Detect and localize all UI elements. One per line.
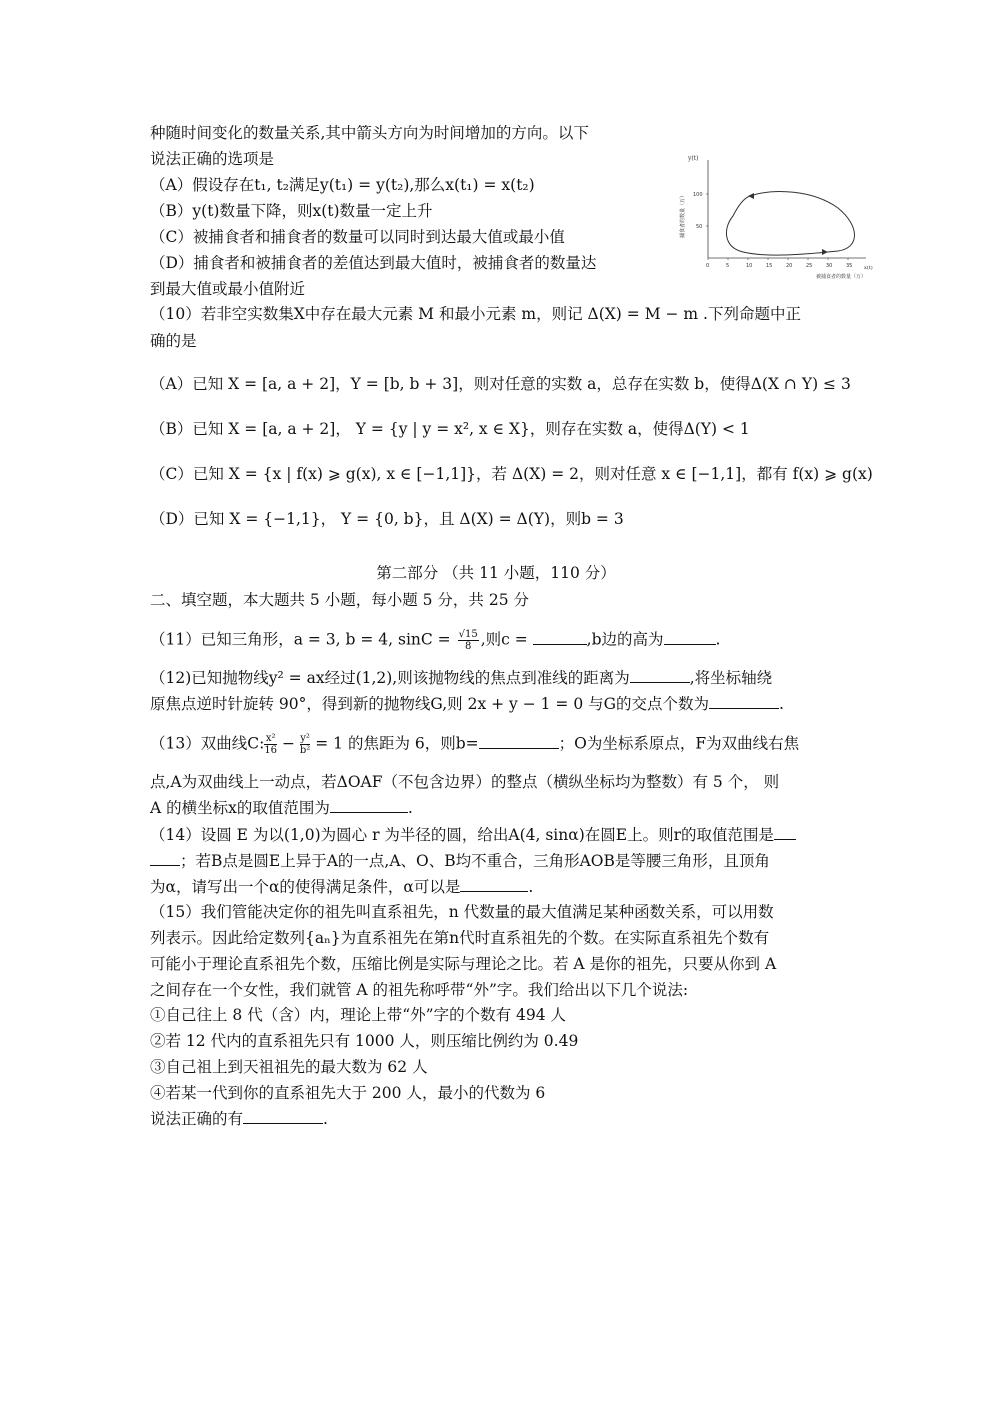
- q14-blank-r-part1[interactable]: [774, 825, 796, 840]
- q13-line-1: （13）双曲线C: $\frac{\text{x²}}{16}$ − $\frac{\text{y²}}{\text{b²}}$ = 1 的焦距为 6，则b= ；O为坐标系原点，F为双曲线右焦: [150, 733, 800, 756]
- graph-x-label: 被捕食者的数量（万）: [816, 274, 867, 280]
- q9-line-2: 说法正确的选项是: [150, 150, 275, 168]
- q14-blank-r-part2[interactable]: [150, 851, 180, 866]
- q15-blank-answer[interactable]: [243, 1109, 323, 1124]
- q10-line-2: 确的是: [150, 332, 197, 350]
- q11-blank-c[interactable]: [533, 630, 587, 645]
- graph-x-tick-label: 0: [706, 263, 710, 269]
- q9-option-a: （A）假设存在t₁, t₂满足y(t₁) = y(t₂),那么x(t₁) = x(t₂): [150, 176, 535, 194]
- graph-arrow-bottom: [822, 249, 828, 255]
- graph-y-label: 捕食者的数量（万）: [680, 192, 686, 238]
- q12-blank-count[interactable]: [709, 694, 779, 709]
- q10-line-1: （10）若非空实数集X中存在最大元素 M 和最小元素 m，则记 Δ(X) = M − m .下列命题中正: [150, 305, 801, 323]
- q15-line-3: 可能小于理论直系祖先个数，压缩比例是实际与理论之比。若 A 是你的祖先，只要从你到 A: [150, 955, 777, 973]
- q15-line-2: 列表示。因此给定数列{aₙ}为直系祖先在第n代时直系祖先的个数。在实际直系祖先个数有: [150, 929, 770, 947]
- q10-option-d: （D）已知 X = {−1,1}， Y = {0, b}，且 Δ(X) = Δ(Y)，则b = 3: [150, 510, 624, 528]
- q15-statement-4: ④若某一代到你的直系祖先大于 200 人，最小的代数为 6: [150, 1084, 546, 1102]
- q9-option-b: （B）y(t)数量下降，则x(t)数量一定上升: [150, 202, 433, 220]
- graph-x-ticks: [706, 258, 852, 269]
- q13-line-2: 点,A为双曲线上一动点，若ΔOAF（不包含边界）的整点（横纵坐标均为整数）有 5 个， 则: [150, 773, 780, 791]
- q15-statement-3: ③自己祖上到天祖祖先的最大数为 62 人: [150, 1058, 428, 1076]
- q10-option-a: （A）已知 X = [a, a + 2]，Y = [b, b + 3]，则对任意的实数 a，总存在实数 b，使得Δ(X ∩ Y) ≤ 3: [150, 375, 851, 393]
- q15-line-1: （15）我们管能决定你的祖先叫直系祖先，n 代数量的最大值满足某种函数关系，可以用数: [150, 903, 774, 921]
- q13-fraction-y: $\frac{\text{y²}}{\text{b²}}$: [299, 733, 311, 756]
- q11-text-a: （11）已知三角形，a = 3, b = 4, sinC =: [150, 630, 456, 649]
- q11-text-c: ,b边的高为: [586, 630, 664, 649]
- q15-line-4: 之间存在一个女性，我们就管 A 的祖先称呼带“外”字。我们给出以下几个说法:: [150, 981, 689, 999]
- q9-option-d-line-1: （D）捕食者和被捕食者的差值达到最大值时，被捕食者的数量达: [150, 254, 597, 272]
- graph-y-tick-50: 50: [696, 224, 703, 230]
- q11: （11）已知三角形，a = 3, b = 4, sinC = $\frac{√15}{8}$ ,则c = ,b边的高为 .: [150, 629, 721, 652]
- q9-option-d-line-2: 到最大值或最小值附近: [150, 280, 306, 298]
- q15-answer-line: 说法正确的有 .: [150, 1110, 328, 1128]
- graph-x-tick-label: 20: [786, 263, 793, 269]
- q10-option-c: （C）已知 X = {x | f(x) ⩾ g(x), x ∈ [−1,1]}，若 Δ(X) = 2，则对任意 x ∈ [−1,1]，都有 f(x) ⩾ g(x): [150, 465, 873, 483]
- q14-blank-alpha[interactable]: [460, 877, 528, 892]
- q14-line-1: （14）设圆 E 为以(1,0)为圆心 r 为半径的圆，给出A(4, sinα)在圆E上。则r的取值范围是: [150, 825, 796, 845]
- q12-line-1: （12)已知抛物线y² = ax经过(1,2),则该抛物线的焦点到准线的距离为 ,将坐标轴绕: [150, 669, 773, 687]
- q13-fraction-x: $\frac{\text{x²}}{16}$: [264, 733, 278, 756]
- q15-statement-2: ②若 12 代内的直系祖先只有 1000 人，则压缩比例约为 0.49: [150, 1032, 579, 1050]
- q9-line-1: 种随时间变化的数量关系,其中箭头方向为时间增加的方向。以下: [150, 124, 589, 142]
- q13-blank-b[interactable]: [479, 734, 559, 749]
- q13-blank-range[interactable]: [330, 798, 408, 813]
- graph-x-tick-label: 5: [726, 263, 730, 269]
- q11-fraction: $\frac{√15}{8}$: [458, 629, 478, 652]
- q11-blank-height[interactable]: [664, 630, 716, 645]
- part-two-title: 第二部分 （共 11 小题，110 分）: [376, 564, 616, 582]
- q9-option-c: （C）被捕食者和捕食者的数量可以同时到达最大值或最小值: [150, 228, 565, 246]
- graph-x-tick-label: 25: [806, 263, 813, 269]
- section-heading: 二、填空题，本大题共 5 小题，每小题 5 分，共 25 分: [150, 591, 530, 609]
- graph-x-tick-label: 30: [826, 263, 833, 269]
- q11-text-b: ,则c =: [480, 630, 533, 649]
- graph-cycle-curve: [726, 192, 854, 256]
- graph-y-tick-100: 100: [693, 192, 703, 198]
- graph-x-tick-label: 15: [766, 263, 773, 269]
- graph-x-tick-label: 35: [846, 263, 853, 269]
- q14-line-3: 为α，请写出一个α的使得满足条件，α可以是 .: [150, 878, 534, 896]
- graph-x-tick-label: 10: [746, 263, 753, 269]
- graph-x-axis-title: x(t): [864, 265, 873, 271]
- graph-y-axis-title: y(t): [688, 155, 699, 162]
- q15-statement-1: ①自己往上 8 代（含）内，理论上带“外”字的个数有 494 人: [150, 1006, 567, 1024]
- q10-option-b: （B）已知 X = [a, a + 2]， Y = {y | y = x², x ∈ X}，则存在实数 a，使得Δ(Y) < 1: [150, 420, 750, 438]
- q12-line-2: 原焦点逆时针旋转 90°，得到新的抛物线G,则 2x + y − 1 = 0 与G的交点个数为 .: [150, 695, 784, 713]
- q14-line-2: ；若B点是圆E上异于A的一点,A、O、B均不重合，三角形AOB是等腰三角形，且顶角: [150, 851, 770, 871]
- q13-line-3: A 的横坐标x的取值范围为 .: [150, 799, 413, 817]
- q12-blank-distance[interactable]: [630, 668, 690, 683]
- predator-prey-graph: [678, 148, 878, 284]
- graph-arrow-top: [748, 193, 754, 199]
